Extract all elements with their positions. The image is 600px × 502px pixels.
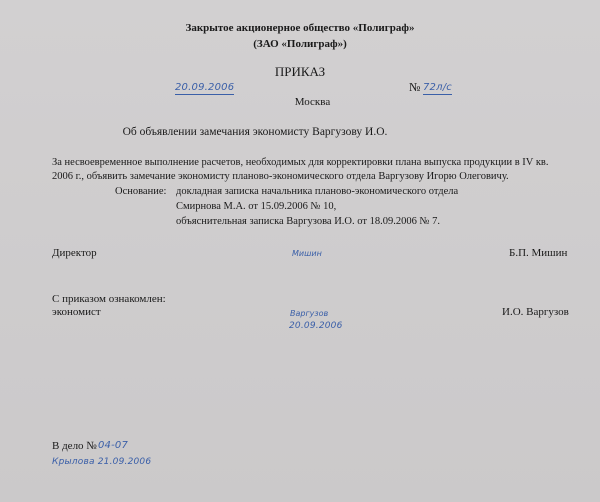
acquainted-position: экономист: [52, 306, 101, 318]
order-subject: Об объявлении замечания экономисту Варгузову И.О.: [122, 126, 388, 138]
archive-number: 04-07: [98, 440, 129, 451]
archive-note: Крылова 21.09.2006: [52, 457, 152, 467]
acquainted-label: С приказом ознакомлен:: [52, 293, 166, 305]
basis-line-1: докладная записка начальника планово-экономического отдела: [176, 186, 459, 197]
company-short-name: (ЗАО «Полиграф»): [253, 38, 347, 50]
basis-line-2: Смирнова М.А. от 15.09.2006 № 10,: [176, 201, 337, 212]
order-date: 20.09.2006: [175, 82, 235, 93]
company-name: Закрытое акционерное общество «Полиграф»: [185, 22, 415, 34]
body-line-2: 2006 г., объявить замечание экономисту планово-экономического отдела Варгузову Игорю Олеговичу.: [52, 171, 509, 182]
director-signature: Мишин: [292, 249, 322, 258]
employee-name: И.О. Варгузов: [502, 306, 569, 318]
basis-line-3: объяснительная записка Варгузова И.О. от 18.09.2006 № 7.: [176, 216, 440, 227]
order-city: Москва: [294, 96, 331, 108]
employee-signature-date: 20.09.2006: [289, 321, 343, 331]
director-label: Директор: [52, 247, 97, 259]
order-title: ПРИКАЗ: [274, 64, 326, 79]
director-name: Б.П. Мишин: [509, 247, 568, 259]
archive-label: В дело №: [52, 440, 97, 452]
basis-label: Основание:: [115, 186, 167, 197]
order-number-prefix: №: [409, 80, 421, 94]
body-line-1: За несвоевременное выполнение расчетов, необходимых для корректировки плана выпуска продукции в IV кв.: [52, 157, 549, 168]
employee-signature: Варгузов: [290, 309, 329, 318]
order-number: 72л/с: [423, 82, 452, 93]
